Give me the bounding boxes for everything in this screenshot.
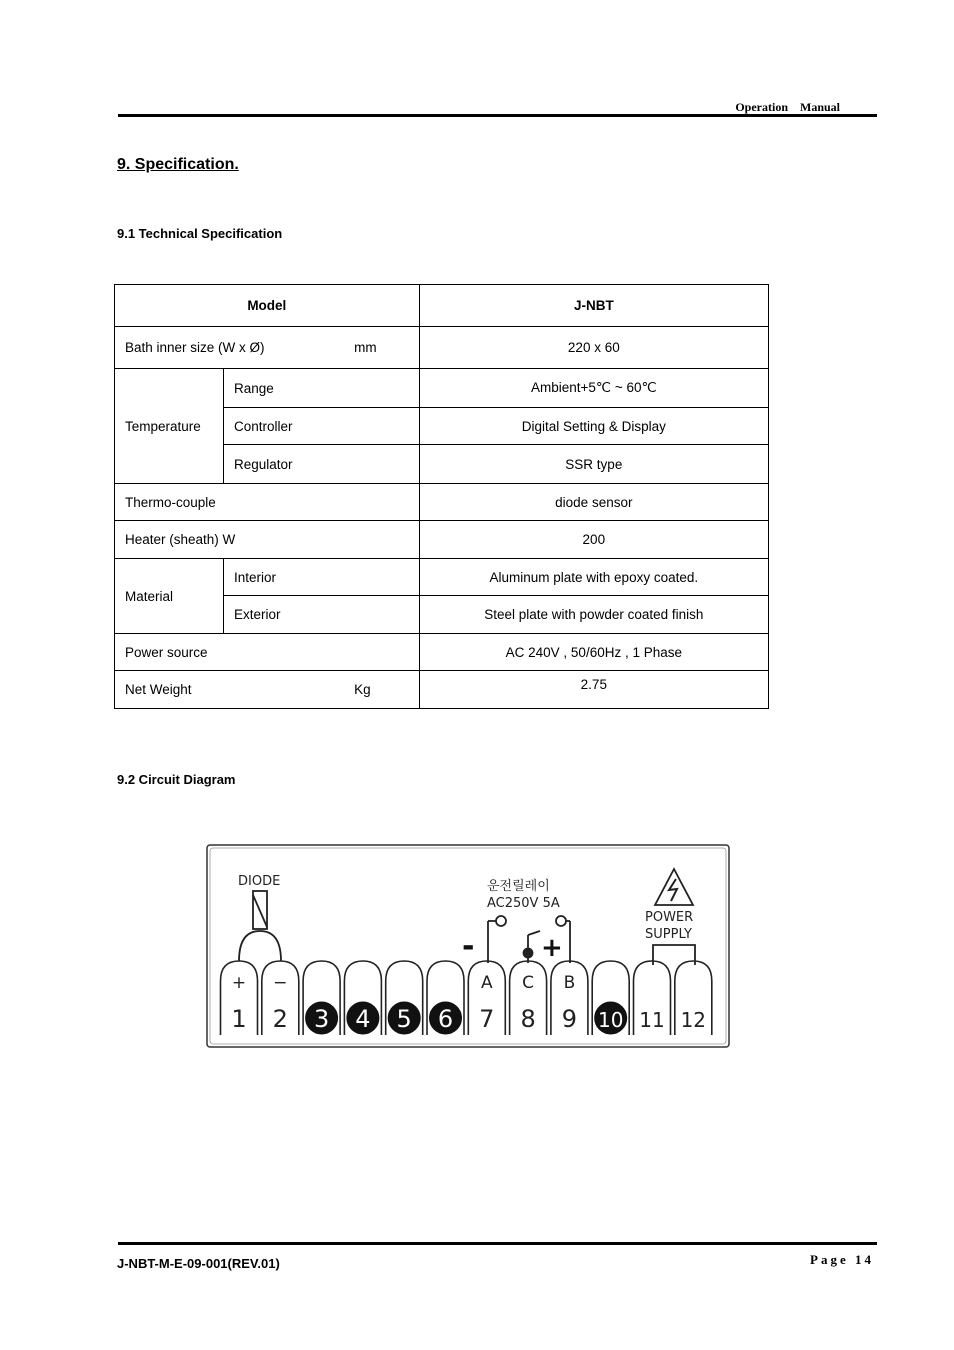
bath-size-label: Bath inner size (W x Ø) xyxy=(125,340,265,355)
table-row xyxy=(115,285,769,327)
table-row xyxy=(115,634,769,671)
section-title: 9. Specification. xyxy=(117,156,239,173)
diode-label: DIODE xyxy=(238,874,281,889)
terminal-number: 2 xyxy=(272,1005,288,1033)
subsection-technical-spec: 9.1 Technical Specification xyxy=(117,226,283,241)
relay-korean-label: 운전릴레이 xyxy=(487,879,550,894)
terminal-mark: + xyxy=(231,973,247,993)
table-row xyxy=(115,671,769,709)
terminal-number: 12 xyxy=(680,1008,707,1032)
net-weight-value: 2.75 xyxy=(419,671,768,709)
terminal-mark: − xyxy=(273,973,288,993)
model-value: J-NBT xyxy=(419,285,768,327)
terminal-number: 10 xyxy=(597,1008,624,1032)
table-row xyxy=(115,369,769,408)
material-exterior-label: Exterior xyxy=(223,596,419,634)
material-interior-label: Interior xyxy=(223,559,419,596)
temp-controller-value: Digital Setting & Display xyxy=(419,408,768,445)
terminal-mark: B xyxy=(563,973,576,993)
header-rule xyxy=(118,114,877,117)
power-source-label: Power source xyxy=(115,634,420,671)
terminal-number: 7 xyxy=(479,1005,495,1033)
terminal-number: 8 xyxy=(520,1005,536,1033)
header-title: Operation Manual xyxy=(735,100,840,114)
bath-size-cell xyxy=(115,327,420,369)
material-interior-value: Aluminum plate with epoxy coated. xyxy=(419,559,768,596)
footer-rule xyxy=(118,1242,877,1245)
thermocouple-label: Thermo-couple xyxy=(115,484,420,521)
terminal-number: 6 xyxy=(437,1005,454,1033)
relay-minus-sign: - xyxy=(462,929,475,964)
net-weight-cell xyxy=(115,671,420,709)
bath-size-value: 220 x 60 xyxy=(419,327,768,369)
circuit-diagram xyxy=(205,843,731,1050)
table-row xyxy=(115,484,769,521)
power-label-line1: POWER xyxy=(645,910,694,925)
temp-controller-label: Controller xyxy=(223,408,419,445)
footer-doc-id: J-NBT-M-E-09-001(REV.01) xyxy=(117,1256,280,1271)
net-weight-label: Net Weight xyxy=(125,682,192,697)
relay-plus-sign: + xyxy=(541,933,563,963)
thermocouple-value: diode sensor xyxy=(419,484,768,521)
terminal-number: 4 xyxy=(355,1005,371,1033)
temp-range-value: Ambient+5℃ ~ 60℃ xyxy=(419,369,768,408)
footer-page-number: Page 14 xyxy=(810,1252,874,1267)
table-row xyxy=(115,327,769,369)
terminal-mark: A xyxy=(480,973,493,993)
subsection-circuit-diagram: 9.2 Circuit Diagram xyxy=(117,772,236,787)
terminal-number: 3 xyxy=(313,1005,330,1033)
power-source-value: AC 240V , 50/60Hz , 1 Phase xyxy=(419,634,768,671)
heater-value: 200 xyxy=(419,521,768,559)
spec-table xyxy=(114,284,769,709)
heater-label: Heater (sheath) W xyxy=(115,521,420,559)
terminal-number: 9 xyxy=(561,1005,578,1033)
net-weight-unit: Kg xyxy=(354,682,371,697)
material-label: Material xyxy=(115,559,224,634)
temp-range-label: Range xyxy=(223,369,419,408)
terminal-number: 11 xyxy=(639,1008,665,1032)
table-row xyxy=(115,559,769,596)
material-exterior-value: Steel plate with powder coated finish xyxy=(419,596,768,634)
terminal-number: 1 xyxy=(231,1005,247,1033)
power-label-line2: SUPPLY xyxy=(645,927,692,942)
model-label: Model xyxy=(115,285,420,327)
terminal-mark: C xyxy=(522,973,535,993)
relay-rating-label: AC250V 5A xyxy=(487,896,560,911)
temp-regulator-label: Regulator xyxy=(223,445,419,484)
temp-regulator-value: SSR type xyxy=(419,445,768,484)
temperature-label: Temperature xyxy=(115,369,224,484)
bath-size-unit: mm xyxy=(354,340,377,355)
terminal-number: 5 xyxy=(396,1005,412,1033)
table-row xyxy=(115,521,769,559)
